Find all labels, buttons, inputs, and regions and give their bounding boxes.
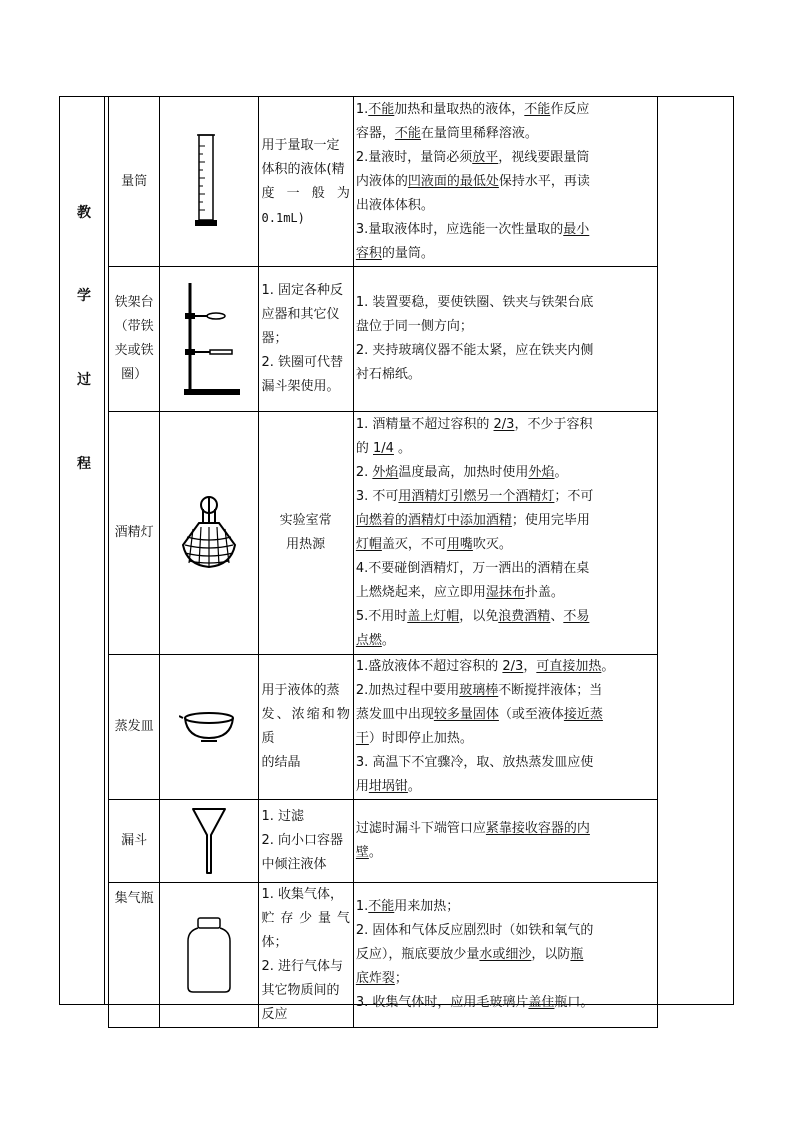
- apparatus-name: [109, 655, 160, 800]
- use-line: 1. 固定各种反: [261, 283, 344, 298]
- use-line: 发、浓缩和物质: [261, 707, 350, 746]
- side-label-char-2: 学: [77, 288, 91, 304]
- note-text: ；不可: [554, 489, 594, 504]
- note-line: [356, 557, 655, 581]
- note-emphasis: 不能: [368, 101, 395, 117]
- note-text: 出液体体积。: [355, 197, 434, 213]
- side-label-char-1: 教: [77, 205, 91, 221]
- note-line: [356, 315, 655, 339]
- note-line: [356, 727, 655, 751]
- note-line: [356, 943, 655, 967]
- note-line: [356, 242, 655, 266]
- use-line: 实验室常: [279, 513, 332, 528]
- note-text: 2.量液时，量筒必须: [355, 149, 473, 165]
- note-text: 用: [355, 779, 369, 794]
- note-text: 扑盖。: [524, 585, 564, 600]
- note-emphasis: 容积: [355, 245, 382, 261]
- name-line: 漏斗: [121, 833, 148, 848]
- note-emphasis: 1/4: [373, 441, 394, 456]
- use-line: 应器和其它仪: [261, 307, 340, 322]
- use-line: 2. 进行气体与: [261, 959, 344, 974]
- side-label-char-3: 过: [77, 372, 91, 388]
- note-line: [356, 509, 655, 533]
- note-text: 加热和量取热的液体，: [394, 101, 525, 117]
- use-line: 漏斗架使用。: [261, 379, 340, 394]
- use-line: 用热源: [286, 537, 326, 552]
- note-line: [356, 629, 655, 653]
- name-line: （带铁: [114, 319, 154, 334]
- side-label-char-4: 程: [77, 456, 91, 472]
- note-line: [356, 679, 655, 703]
- note-text: 。: [381, 633, 395, 648]
- note-text: 不断搅拌液体；当: [498, 683, 603, 698]
- note-text: 1. 酒精量不超过容积的: [355, 417, 494, 432]
- note-text: 2.加热过程中要用: [355, 683, 460, 698]
- note-text: 蒸发皿中出现: [355, 707, 434, 722]
- use-line: 2. 铁圈可代替: [261, 355, 344, 370]
- gas-jar-icon: [184, 915, 234, 995]
- note-emphasis: 不能: [368, 899, 395, 914]
- note-text: 。: [407, 779, 421, 794]
- name-line: 夹或铁: [114, 343, 154, 358]
- apparatus-name: [109, 267, 160, 412]
- note-emphasis: 玻璃棒: [459, 683, 499, 698]
- side-divider-line: [104, 96, 105, 1005]
- apparatus-use: [258, 97, 353, 267]
- note-text: 。: [601, 659, 615, 674]
- note-text: ，不少于容积: [514, 417, 593, 432]
- note-text: （或至液体: [498, 707, 564, 722]
- use-line: 0.1mL): [261, 210, 305, 225]
- note-line: [356, 437, 655, 461]
- use-line: 度 一 般 为: [261, 185, 350, 201]
- apparatus-use: [258, 655, 353, 800]
- note-text: 2. 夹持玻璃仪器不能太紧，应在铁夹内侧: [355, 343, 594, 358]
- note-line: [356, 146, 655, 170]
- note-emphasis: 较多量固体: [433, 707, 499, 722]
- note-text: 瓶口。: [554, 995, 594, 1010]
- note-text: 过滤时漏斗下端管口应: [355, 821, 486, 836]
- note-text: 2. 固体和气体反应剧烈时（如铁和氧气的: [355, 923, 594, 938]
- note-emphasis: 不能: [524, 101, 551, 117]
- note-text: 温度最高，加热时使用: [398, 465, 529, 480]
- use-line: 反应: [261, 1007, 288, 1022]
- name-line: 酒精灯: [114, 525, 154, 540]
- note-emphasis: 接近蒸: [563, 707, 603, 722]
- use-line: 贮存少量气体；: [261, 911, 350, 950]
- note-text: 3. 收集气体时，应用毛玻璃片: [355, 995, 529, 1010]
- apparatus-use: [258, 267, 353, 412]
- name-line: 蒸发皿: [114, 719, 154, 734]
- apparatus-notes: [353, 655, 657, 800]
- use-line: 器；: [261, 331, 288, 346]
- apparatus-image-cell: [160, 883, 258, 1028]
- note-text: 的量筒。: [381, 245, 434, 261]
- note-line: [356, 533, 655, 557]
- note-emphasis: 灯帽: [355, 537, 382, 552]
- note-text: ）时即停止加热。: [368, 731, 473, 746]
- note-line: [356, 991, 655, 1015]
- note-text: ，: [523, 659, 537, 674]
- note-emphasis: 盖上灯帽: [407, 609, 460, 624]
- apparatus-image-cell: [160, 412, 258, 655]
- note-text: 1.: [355, 101, 369, 117]
- note-emphasis: 干: [355, 731, 369, 746]
- table-row-evaporating-dish: [109, 655, 658, 800]
- note-emphasis: 用嘴: [446, 537, 473, 552]
- note-line: [356, 605, 655, 629]
- note-emphasis: 放平: [472, 149, 499, 165]
- funnel-icon: [189, 805, 229, 877]
- note-line: [356, 967, 655, 991]
- note-text: 。: [554, 465, 568, 480]
- note-text: 容器，: [355, 125, 395, 141]
- alcohol-lamp-icon: [179, 493, 239, 573]
- note-line: [356, 751, 655, 775]
- note-emphasis: 外焰: [372, 465, 399, 480]
- note-line: [356, 194, 655, 218]
- table-row-alcohol-lamp: [109, 412, 658, 655]
- note-line: [356, 581, 655, 605]
- iron-stand-icon: [174, 279, 244, 399]
- use-line: 其它物质间的: [261, 983, 340, 998]
- note-text: 在量筒里稀释溶液。: [420, 125, 538, 141]
- note-text: 5.不用时: [355, 609, 408, 624]
- note-text: 。: [368, 845, 382, 860]
- note-text: 盘位于同一侧方向；: [355, 319, 473, 334]
- table-row-iron-stand: [109, 267, 658, 412]
- apparatus-notes: [353, 267, 657, 412]
- note-text: 盖灭，不可: [381, 537, 447, 552]
- note-line: [356, 775, 655, 799]
- note-line: [356, 170, 655, 194]
- use-line: 中倾注液体: [261, 857, 327, 872]
- name-line: 铁架台: [114, 295, 154, 310]
- name-line: 集气瓶: [114, 891, 154, 906]
- table-row-gas-jar: [109, 883, 658, 1028]
- note-text: 衬石棉纸。: [355, 367, 421, 382]
- use-line: 2. 向小口容器: [261, 833, 344, 848]
- note-line: [356, 218, 655, 242]
- apparatus-name: [109, 883, 160, 1028]
- note-text: ，以防: [531, 947, 571, 962]
- use-line: 1. 过滤: [261, 809, 305, 824]
- note-line: [356, 339, 655, 363]
- note-line: [356, 461, 655, 485]
- note-emphasis: 瓶: [570, 947, 584, 962]
- note-text: 的: [355, 441, 373, 456]
- apparatus-table: [108, 96, 658, 1028]
- note-emphasis: 点燃: [355, 633, 382, 648]
- apparatus-use: [258, 800, 353, 883]
- note-text: ，视线要跟量筒: [498, 149, 590, 165]
- note-line: [356, 291, 655, 315]
- use-line: 用于量取一定: [261, 137, 340, 153]
- note-emphasis: 湿抹布: [485, 585, 525, 600]
- note-line: [356, 363, 655, 387]
- apparatus-image-cell: [160, 800, 258, 883]
- note-emphasis: 底炸裂: [355, 971, 395, 986]
- note-emphasis: 坩埚钳: [368, 779, 408, 794]
- note-emphasis: 壁: [355, 845, 369, 860]
- note-emphasis: 最小: [563, 221, 590, 237]
- note-line: [356, 485, 655, 509]
- note-emphasis: 2/3: [502, 659, 524, 674]
- table-row-graduated-cylinder: [109, 97, 658, 267]
- note-line: [356, 655, 655, 679]
- note-text: 1.: [355, 899, 369, 914]
- note-text: 3.量取液体时，应选能一次性量取的: [355, 221, 564, 237]
- use-line: 1. 收集气体，: [261, 887, 344, 902]
- apparatus-name: [109, 97, 160, 267]
- note-text: 、: [550, 609, 564, 624]
- note-text: 。: [393, 441, 412, 456]
- note-text: 3. 高温下不宜骤冷，取、放热蒸发皿应使: [355, 755, 594, 770]
- note-line: [356, 817, 655, 841]
- note-text: 1. 装置要稳，要使铁圈、铁夹与铁架台底: [355, 295, 594, 310]
- note-text: ，以免: [459, 609, 499, 624]
- note-emphasis: 可直接加热: [536, 659, 602, 674]
- name-line: 量筒: [121, 173, 148, 189]
- note-text: 3. 不可: [355, 489, 399, 504]
- note-emphasis: 用酒精灯引燃另一个酒精灯: [398, 489, 555, 504]
- note-line: [356, 98, 655, 122]
- note-emphasis: 2/3: [493, 417, 515, 432]
- note-line: [356, 919, 655, 943]
- note-line: [356, 122, 655, 146]
- apparatus-use: [258, 412, 353, 655]
- note-text: 用来加热；: [394, 899, 460, 914]
- note-emphasis: 浪费酒精: [498, 609, 551, 624]
- apparatus-image-cell: [160, 267, 258, 412]
- note-emphasis: 紧靠接收容器的内: [485, 821, 590, 836]
- note-emphasis: 水或细沙: [479, 947, 532, 962]
- note-line: [356, 895, 655, 919]
- note-text: 2.: [355, 465, 373, 480]
- note-line: [356, 703, 655, 727]
- apparatus-image-cell: [160, 655, 258, 800]
- apparatus-image-cell: [160, 97, 258, 267]
- apparatus-notes: [353, 412, 657, 655]
- note-emphasis: 向燃着的酒精灯中添加酒精: [355, 513, 512, 528]
- apparatus-notes: [353, 800, 657, 883]
- use-line: 用于液体的蒸: [261, 683, 340, 698]
- apparatus-use: [258, 883, 353, 1028]
- apparatus-notes: [353, 97, 657, 267]
- note-line: [356, 413, 655, 437]
- note-emphasis: 盖住: [528, 995, 555, 1010]
- note-text: 1.盛放液体不超过容积的: [355, 659, 503, 674]
- evaporating-dish-icon: [179, 710, 239, 744]
- apparatus-notes: [353, 883, 657, 1028]
- use-line: 体积的液体(精: [261, 161, 345, 177]
- apparatus-name: [109, 800, 160, 883]
- apparatus-name: [109, 412, 160, 655]
- note-text: 作反应: [550, 101, 590, 117]
- note-text: 吹灭。: [472, 537, 512, 552]
- note-emphasis: 凹液面的最低处: [407, 173, 499, 189]
- use-line: 的结晶: [261, 755, 301, 770]
- note-text: 内液体的: [355, 173, 408, 189]
- note-emphasis: 外焰: [528, 465, 555, 480]
- note-emphasis: 不易: [563, 609, 590, 624]
- note-text: 4.不要碰倒酒精灯，万一洒出的酒精在桌: [355, 561, 590, 576]
- graduated-cylinder-icon: [189, 132, 229, 232]
- name-line: 圈）: [121, 367, 148, 382]
- note-emphasis: 不能: [394, 125, 421, 141]
- note-text: 保持水平，再读: [498, 173, 590, 189]
- note-text: 上燃烧起来，应立即用: [355, 585, 486, 600]
- note-line: [356, 841, 655, 865]
- table-row-funnel: [109, 800, 658, 883]
- note-text: ；使用完毕用: [511, 513, 590, 528]
- note-text: ；: [394, 971, 408, 986]
- note-text: 反应），瓶底要放少量: [355, 947, 480, 962]
